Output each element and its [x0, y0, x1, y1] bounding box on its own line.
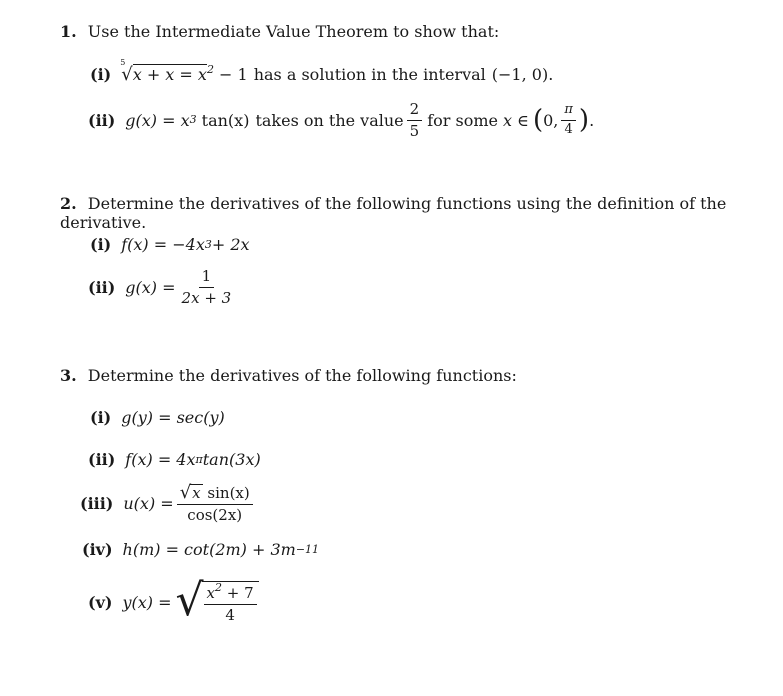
q3-part-v	[88, 575, 259, 626]
part-label: (ii)	[88, 277, 116, 297]
tan-term: tan(x)	[201, 110, 250, 130]
fraction	[204, 581, 257, 624]
part-text: takes on the value	[255, 110, 404, 130]
numerator: $x^2 + 7$	[204, 585, 257, 605]
q3-part-i	[90, 408, 225, 427]
equation-lhs: u(x) =	[123, 494, 174, 514]
part-label: (ii)	[88, 450, 116, 469]
interval-start: 0,	[543, 110, 559, 130]
denominator: 4	[564, 121, 573, 137]
equation-lhs: y(x) =	[122, 592, 172, 612]
exponent: 2	[206, 63, 214, 76]
left-paren: (	[532, 105, 544, 135]
equation-lhs: g(x) =	[125, 277, 176, 297]
fraction-pi-four	[561, 103, 576, 137]
equation: f(x) = −4x	[121, 235, 205, 254]
q2-part-i: (i) f(x) = −4x 3 + 2x	[90, 235, 250, 254]
fifth-root: 5 √	[120, 58, 133, 85]
part-label: (i)	[90, 65, 112, 84]
question-text: Determine the derivatives of the following functions:	[87, 366, 517, 385]
q1-part-ii: (ii) g(x) = x 3 tan(x) takes on the value $\frac{2}{5}$ for some x ∈ ( 0, $\frac{\pi}{4}$ ) .	[88, 100, 595, 140]
equation-tail: − 1	[213, 65, 248, 84]
radicand: x	[192, 484, 201, 502]
square-root: √ x	[179, 482, 201, 503]
square-root: √ $\frac{x^2 + 7}{4}$	[175, 581, 258, 623]
denominator: 2x + 3	[181, 288, 232, 307]
equation-lhs: x + x = x	[132, 65, 207, 84]
numerator	[177, 484, 253, 505]
question-number: 1.	[60, 22, 77, 41]
question-text: Use the Intermediate Value Theorem to show that:	[87, 22, 500, 41]
q3-part-ii: (ii) f(x) = 4x π tan(3x)	[88, 450, 261, 469]
numerator: π	[561, 103, 576, 120]
equation-tail: + 2x	[211, 235, 250, 254]
equation-tail: tan(3x)	[202, 450, 261, 469]
root-index: 5	[120, 58, 126, 67]
function: g(x) = x	[125, 110, 190, 130]
question-number: 2.	[60, 194, 77, 213]
interval: (−1, 0).	[491, 65, 554, 84]
part-text: has a solution in the interval	[253, 65, 486, 84]
period: .	[589, 110, 595, 130]
part-label: (i)	[90, 408, 112, 427]
equation	[120, 58, 248, 85]
q2-part-ii	[88, 268, 237, 306]
equation: h(m) = cot(2m) + 3m	[122, 540, 296, 559]
q1-part-i	[90, 58, 554, 85]
x-in: x ∈	[502, 110, 529, 130]
numerator: 1	[199, 268, 215, 288]
question-number: 3.	[60, 366, 77, 385]
denominator: 4	[225, 605, 235, 624]
part-label: (iii)	[80, 494, 114, 514]
numerator-rest: sin(x)	[207, 484, 250, 502]
fraction	[177, 484, 253, 524]
numerator: 2	[407, 101, 423, 121]
fraction-two-fifths	[407, 101, 423, 139]
part-label: (ii)	[88, 110, 116, 130]
fraction	[179, 268, 235, 306]
denominator: cos(2x)	[187, 506, 243, 524]
part-label: (i)	[90, 235, 112, 254]
denominator: 5	[409, 121, 420, 140]
q3-part-iv: (iv) h(m) = cot(2m) + 3m −11	[82, 540, 320, 559]
for-text: for some	[427, 110, 498, 130]
question-text: Determine the derivatives of the following functions using the definition of the derivative.	[60, 194, 727, 232]
equation: f(x) = 4x	[125, 450, 196, 469]
question-3	[60, 366, 517, 385]
q3-part-iii	[80, 484, 256, 524]
right-paren: )	[578, 105, 590, 135]
equation: g(y) = sec(y)	[121, 408, 225, 427]
question-2	[60, 194, 783, 232]
part-label: (v)	[88, 592, 113, 612]
part-label: (iv)	[82, 540, 113, 559]
question-1	[60, 22, 499, 41]
